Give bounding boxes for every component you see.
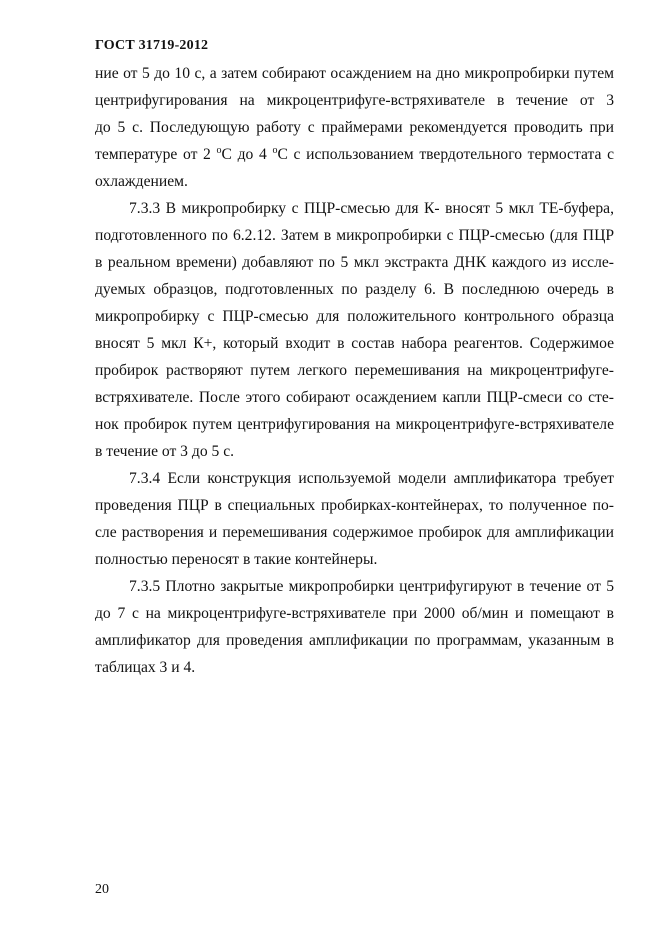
text-line: охлаждением. — [95, 173, 188, 190]
text-fragment: температуре от 2 — [95, 146, 217, 163]
text-line: ние от 5 до 10 с, а затем собирают осаждением на дно микропробирки путем — [95, 65, 614, 82]
text-line: 7.3.5 Плотно закрытые микропробирки центрифугируют в течение от 5 — [129, 578, 614, 595]
text-line: проведения ПЦР в специальных пробирках-контейнерах, то полученное по- — [95, 497, 614, 514]
text-line: сле растворения и перемешивания содержимое пробирок для амплификации — [95, 524, 614, 541]
text-line: встряхивателе. После этого собирают осаждением капли ПЦР-смеси со сте- — [95, 389, 614, 406]
text-line: дуемых образцов, подготовленных по разделу 6. В последнюю очередь в — [95, 281, 614, 298]
text-line: полностью переносят в такие контейнеры. — [95, 551, 378, 568]
paragraph-continuation — [95, 60, 614, 195]
paragraph-clause-7-3-3 — [95, 195, 614, 465]
text-line: в реальном времени) добавляют по 5 мкл экстракта ДНК каждого из иссле- — [95, 254, 614, 271]
text-line: микропробирку с ПЦР-смесью для положительного контрольного образца — [95, 308, 614, 325]
text-line: вносят 5 мкл К+, который входит в состав набора реагентов. Содержимое — [95, 335, 614, 352]
degree-superscript: o — [272, 145, 278, 156]
degree-superscript: o — [216, 145, 222, 156]
text-line: 7.3.4 Если конструкция используемой модели амплификатора требует — [129, 470, 614, 487]
page-number: 20 — [95, 882, 109, 897]
text-line: центрифугирования на микроцентрифуге-встряхивателе в течение от 3 — [95, 92, 614, 109]
text-fragment: C с использованием твердотельного термостата с — [277, 146, 614, 163]
text-line: пробирок растворяют путем легкого перемешивания на микроцентрифуге- — [95, 362, 614, 379]
paragraph-clause-7-3-5 — [95, 573, 614, 681]
text-line: подготовленного по 6.2.12. Затем в микропробирки с ПЦР-смесью (для ПЦР — [95, 227, 614, 244]
document-body — [95, 60, 614, 681]
text-fragment: C до 4 — [221, 146, 273, 163]
text-line: нок пробирок путем центрифугирования на микроцентрифуге-встряхивателе — [95, 416, 614, 433]
text-line: таблицах 3 и 4. — [95, 659, 196, 676]
text-line: в течение от 3 до 5 с. — [95, 443, 235, 460]
text-line: 7.3.3 В микропробирку с ПЦР-смесью для К- вносят 5 мкл ТЕ-буфера, — [129, 200, 614, 217]
text-line: амплификатор для проведения амплификации по программам, указанным в — [95, 632, 614, 649]
text-line: до 5 с. Последующую работу с праймерами рекомендуется проводить при — [95, 119, 614, 136]
document-header-standard-code: ГОСТ 31719-2012 — [95, 38, 209, 53]
paragraph-clause-7-3-4 — [95, 465, 614, 573]
text-line-with-degrees — [95, 141, 614, 168]
text-line: до 7 с на микроцентрифуге-встряхивателе при 2000 об/мин и помещают в — [95, 605, 614, 622]
